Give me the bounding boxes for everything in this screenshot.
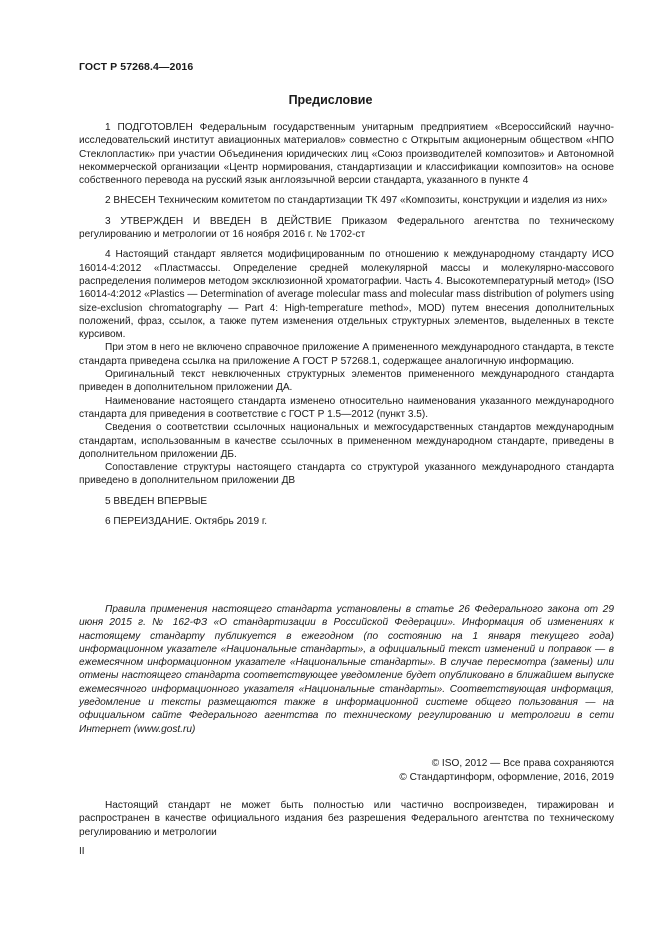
reproduction-note-text: Настоящий стандарт не может быть полностью или частично воспроизведен, тиражирован и распространен в качестве официального издания без разрешения Федерального агентства по техническому регулированию и метрологии xyxy=(79,800,614,838)
copyright-iso: © ISO, 2012 — Все права сохраняются xyxy=(431,758,614,769)
paragraph-2: 2 ВНЕСЕН Техническим комитетом по стандартизации ТК 497 «Композиты, конструкции и изделия из них» xyxy=(105,195,608,207)
paragraph-4-note-name: Наименование настоящего стандарта изменено относительно наименования указанного международного стандарта для приведения в соответствие с ГОСТ Р 1.5—2012 (пункт 3.5). xyxy=(79,395,614,420)
paragraph-5: 5 ВВЕДЕН ВПЕРВЫЕ xyxy=(105,495,208,507)
paragraph-4-note-da: Оригинальный текст невключенных структурных элементов примененного международного стандарта приведен в дополнительном приложении ДА. xyxy=(79,369,614,394)
foreword-body xyxy=(79,121,614,528)
paragraph-4-note-a: При этом в него не включено справочное приложение А примененного международного стандарта, в тексте стандарта приведена ссылка на приложение А ГОСТ Р 57268.1, содержащее аналогичную информацию. xyxy=(79,342,614,367)
paragraph-4: 4 Настоящий стандарт является модифицированным по отношению к международному стандарту ИСО 16014-4:2012 «Пластмассы. Определение средней молекулярной массы и молекулярно-массового распределения полимеров методом эксклюзионной хроматографии. Часть 4. Высокотемпературный метод» (ISO 16014-4:2012 «Plastics — Determination of average molecular mass and molecular mass distribution of polymers using size-exclusion chromatography — Part 4: High-temperature method», MOD) путем внесения дополнительных положений, фраз, ссылок, а также путем изменения отдельных структурных элементов, выделенных в тексте курсивом. xyxy=(79,249,614,341)
rules-note xyxy=(79,603,614,736)
paragraph-3: 3 УТВЕРЖДЕН И ВВЕДЕН В ДЕЙСТВИЕ Приказом Федерального агентства по техническому регулированию и метрологии от 16 ноября 2016 г. № 1702-ст xyxy=(79,215,614,241)
rules-note-text: Правила применения настоящего стандарта установлены в статье 26 Федерального закона от 29 июня 2015 г. № 162-ФЗ «О стандартизации в Российской Федерации». Информация об изменениях к настоящему стандарту публикуется в ежегодном (по состоянию на 1 января текущего года) информационном указателе «Национальные стандарты», а официальный текст изменений и поправок — в ежемесячном информационном указателе «Национальные стандарты». В случае пересмотра (замены) или отмены настоящего стандарта соответствующее уведомление будет опубликовано в ближайшем выпуске ежемесячного информационного указателя «Национальные стандарты». Соответствующая информация, уведомление и тексты размещаются также в информационной системе общего пользования — на официальном сайте Федерального агентства по техническому регулированию и метрологии в сети Интернет (www.gost.ru) xyxy=(79,604,614,735)
document-header: ГОСТ Р 57268.4—2016 xyxy=(79,61,194,73)
reproduction-note xyxy=(79,799,614,839)
copyright-standartinform: © Стандартинформ, оформление, 2016, 2019 xyxy=(399,772,614,783)
page-number: II xyxy=(79,846,85,857)
page-title: Предисловие xyxy=(288,93,373,107)
paragraph-1: 1 ПОДГОТОВЛЕН Федеральным государственным унитарным предприятием «Всероссийский научно-исследовательский институт авиационных материалов» совместно с Открытым акционерным обществом «НПО Стеклопластик» при участии Объединения юридических лиц «Союз производителей композитов» и Автономной некоммерческой организации «Центр нормирования, стандартизации и классификации композитов» на основе собственного перевода на русский язык англоязычной версии стандарта, указанного в пункте 4 xyxy=(79,122,614,187)
paragraph-4-note-dv: Сопоставление структуры настоящего стандарта со структурой указанного международного стандарта приведено в дополнительном приложении ДВ xyxy=(79,462,614,487)
paragraph-6: 6 ПЕРЕИЗДАНИЕ. Октябрь 2019 г. xyxy=(105,516,268,528)
paragraph-4-note-db: Сведения о соответствии ссылочных национальных и межгосударственных стандартов международным стандартам, использованным в качестве ссылочных в примененном международном стандарте, приведены в дополнительном приложении ДБ. xyxy=(79,422,614,460)
